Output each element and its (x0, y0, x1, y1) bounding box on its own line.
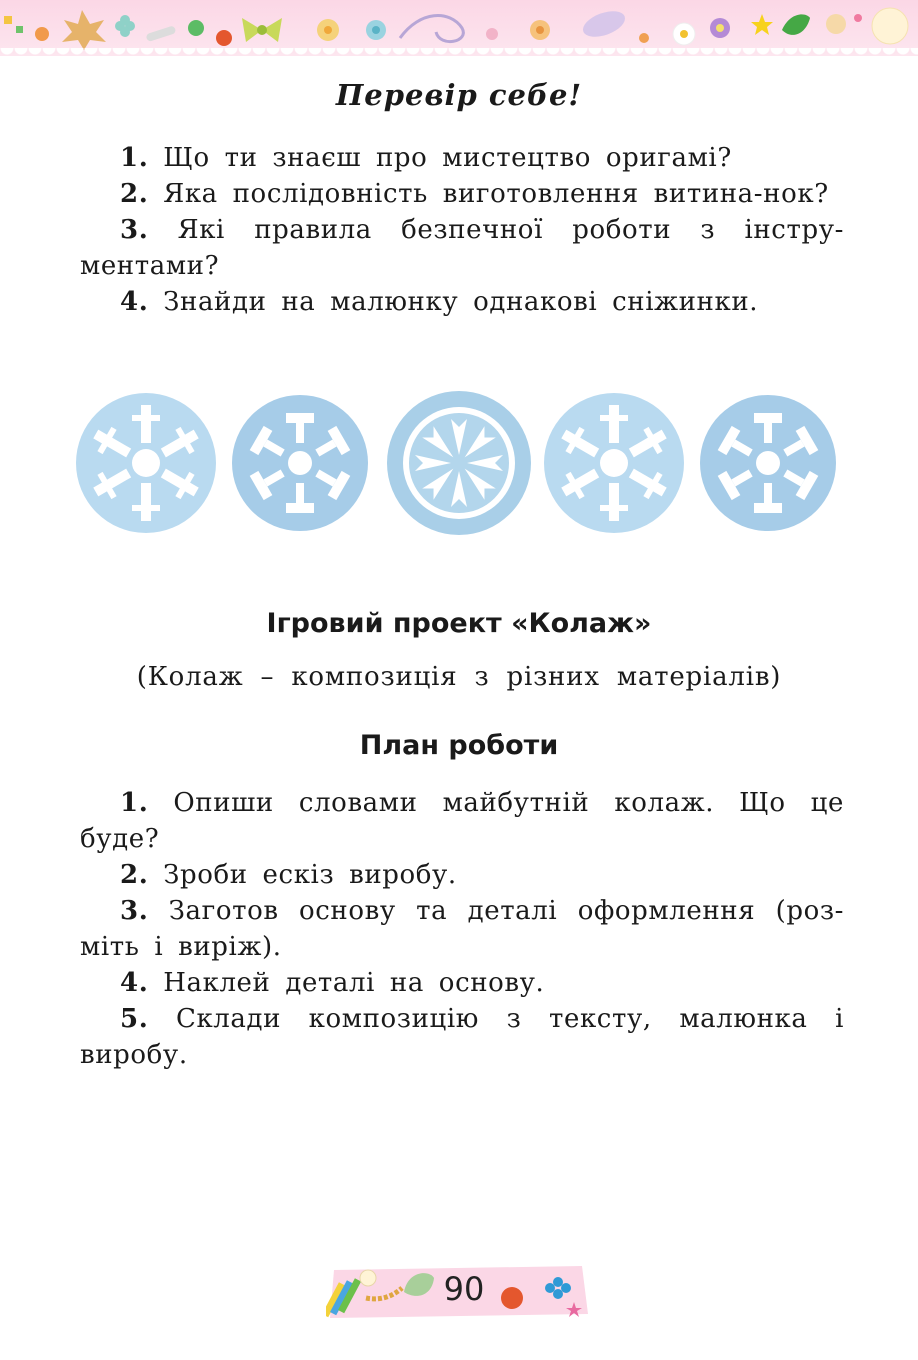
top-decorative-border (0, 0, 918, 56)
item-number: 4. (120, 968, 149, 998)
item-text: Зроби ескіз виробу. (163, 860, 457, 890)
daisy-icon (673, 23, 695, 45)
item-text: Які правила безпечної роботи з інстру-ментами? (80, 215, 844, 281)
item-text: Що ти знаєш про мистецтво оригамі? (163, 143, 732, 173)
question-list (80, 140, 844, 320)
snowflakes-illustration (70, 388, 848, 538)
border-ornaments (0, 0, 918, 56)
list-item (80, 140, 844, 176)
snowflake-2 (232, 395, 368, 531)
section-title: Перевір себе! (335, 78, 583, 112)
page-number: 90 (443, 1270, 485, 1308)
item-text: Опиши словами майбутній колаж. Що це буде? (80, 788, 844, 854)
snowflake-5 (700, 395, 836, 531)
list-item (80, 785, 844, 857)
item-text: Знайди на малюнку однакові сніжинки. (163, 287, 759, 317)
clover-icon (115, 15, 135, 37)
confetti-icon (4, 16, 49, 41)
plan-steps-list (80, 785, 844, 1073)
swirl-icon (400, 16, 463, 42)
leaf-icon (580, 6, 629, 42)
list-item (80, 893, 844, 965)
item-number: 5. (120, 1004, 149, 1034)
flower-icon (710, 18, 730, 38)
item-number: 1. (120, 143, 149, 173)
list-item (80, 284, 844, 320)
item-number: 3. (120, 215, 149, 245)
ribbon-bow-icon (242, 18, 282, 42)
snowflake-3 (387, 391, 531, 535)
flower-icon (530, 20, 550, 40)
project-title: Ігровий проект «Колаж» (266, 608, 652, 639)
item-number: 3. (120, 896, 149, 926)
bead-icon (501, 1287, 523, 1309)
list-item (80, 176, 844, 212)
item-number: 2. (120, 860, 149, 890)
pearl-icon (872, 8, 908, 44)
flower-icon (366, 20, 386, 40)
pearl-icon (360, 1270, 376, 1286)
plan-title: План роботи (359, 730, 559, 761)
list-item (80, 965, 844, 1001)
project-subtitle: (Колаж – композиція з різних матеріалів) (136, 662, 782, 692)
item-number: 2. (120, 179, 149, 209)
flower-icon (317, 19, 339, 41)
star-icon (751, 14, 773, 35)
item-text: Наклей деталі на основу. (163, 968, 545, 998)
item-number: 4. (120, 287, 149, 317)
leaf-icon (782, 14, 810, 34)
list-item (80, 857, 844, 893)
item-text: Заготов основу та деталі оформлення (роз-міть і виріж). (80, 896, 844, 962)
list-item (80, 212, 844, 284)
maple-leaf-icon (62, 10, 106, 50)
item-text: Склади композицію з тексту, малюнка і виробу. (80, 1004, 844, 1070)
snowflake-1 (76, 393, 216, 533)
item-number: 1. (120, 788, 149, 818)
list-item (80, 1001, 844, 1073)
item-text: Яка послідовність виготовлення витина-нок? (163, 179, 829, 209)
snowflake-4 (544, 393, 684, 533)
